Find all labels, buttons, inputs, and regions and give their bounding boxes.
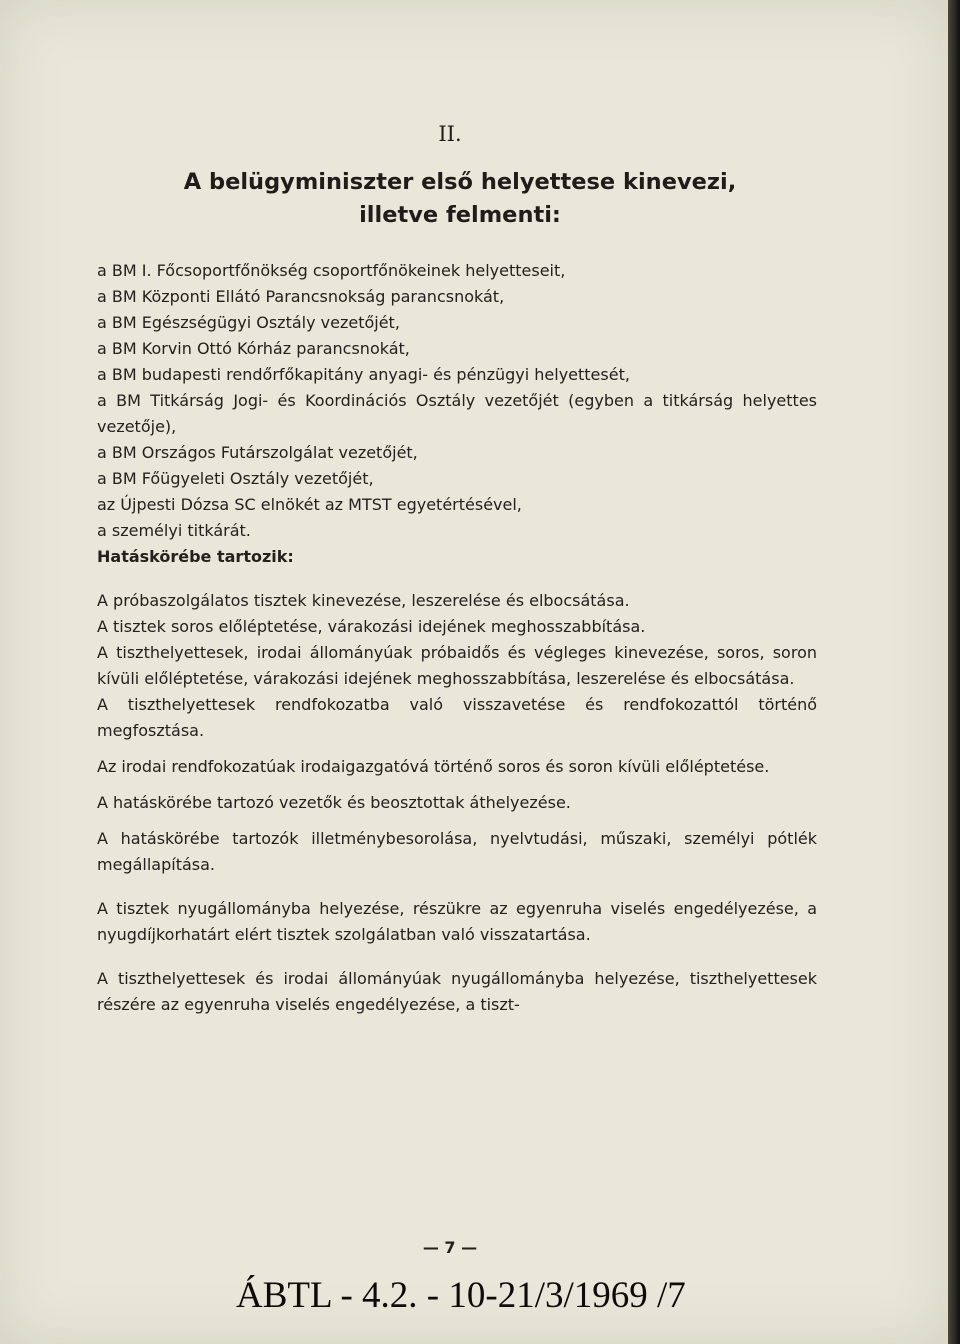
appointment-item: a BM Korvin Ottó Kórház parancsnokát,: [97, 339, 410, 358]
duty-item: A hatáskörébe tartozók illetménybesorolása, nyelvtudási, műszaki, személyi pótlék megállapítása.: [97, 829, 817, 874]
appointment-item: a BM Főügyeleti Osztály vezetőjét,: [97, 469, 374, 488]
appointment-item: a BM budapesti rendőrfőkapitány anyagi- és pénzügyi helyettesét,: [97, 365, 630, 384]
appointment-item: a BM Egészségügyi Osztály vezetőjét,: [97, 313, 400, 332]
duty-item: A próbaszolgálatos tisztek kinevezése, leszerelése és elbocsátása.: [97, 591, 630, 610]
appointment-item: a BM Országos Futárszolgálat vezetőjét,: [97, 443, 418, 462]
document-body: [97, 258, 817, 1018]
page-edge-shadow: [948, 0, 960, 1344]
appointment-item: az Újpesti Dózsa SC elnökét az MTST egyetértésével,: [97, 495, 522, 514]
duty-item: Az irodai rendfokozatúak irodaigazgatóvá történő soros és soron kívüli előléptetése.: [97, 757, 770, 776]
archive-reference-stamp: ÁBTL - 4.2. - 10-21/3/1969 /7: [236, 1275, 686, 1316]
duty-item: A tiszthelyettesek rendfokozatba való visszavetése és rendfokozattól történő megfosztása.: [97, 695, 817, 740]
heading-line-2: illetve felmenti:: [359, 202, 561, 228]
appointment-item: a BM Központi Ellátó Parancsnokság parancsnokát,: [97, 287, 505, 306]
duty-item: A tisztek soros előléptetése, várakozási idejének meghosszabbítása.: [97, 617, 646, 636]
page-number: — 7 —: [422, 1238, 478, 1257]
appointment-item: a BM Titkárság Jogi- és Koordinációs Osztály vezetőjét (egyben a titkárság helyettes vezetője),: [97, 391, 817, 436]
competence-heading: Hatáskörébe tartozik:: [97, 547, 294, 566]
duty-item: A tiszthelyettesek és irodai állományúak nyugállományba helyezése, tiszthelyettesek részére az egyenruha viselés engedélyezése, a tiszt-: [97, 969, 817, 1014]
duty-item: A hatáskörébe tartozó vezetők és beosztottak áthelyezése.: [97, 793, 571, 812]
duty-item: A tisztek nyugállományba helyezése, részükre az egyenruha viselés engedélyezése, a nyugdíjkorhatárt elért tisztek szolgálatban való visszatartása.: [97, 899, 817, 944]
duty-item: A tiszthelyettesek, irodai állományúak próbaidős és végleges kinevezése, soros, soron kívüli előléptetése, várakozási idejének meghosszabbítása, leszerelése és elbocsátása.: [97, 643, 817, 688]
appointment-item: a személyi titkárát.: [97, 521, 251, 540]
section-number: II.: [438, 122, 462, 146]
heading-line-1: A belügyminiszter első helyettese kinevezi,: [183, 169, 737, 195]
appointment-item: a BM I. Főcsoportfőnökség csoportfőnökeinek helyetteseit,: [97, 261, 566, 280]
page-heading: [90, 166, 830, 232]
